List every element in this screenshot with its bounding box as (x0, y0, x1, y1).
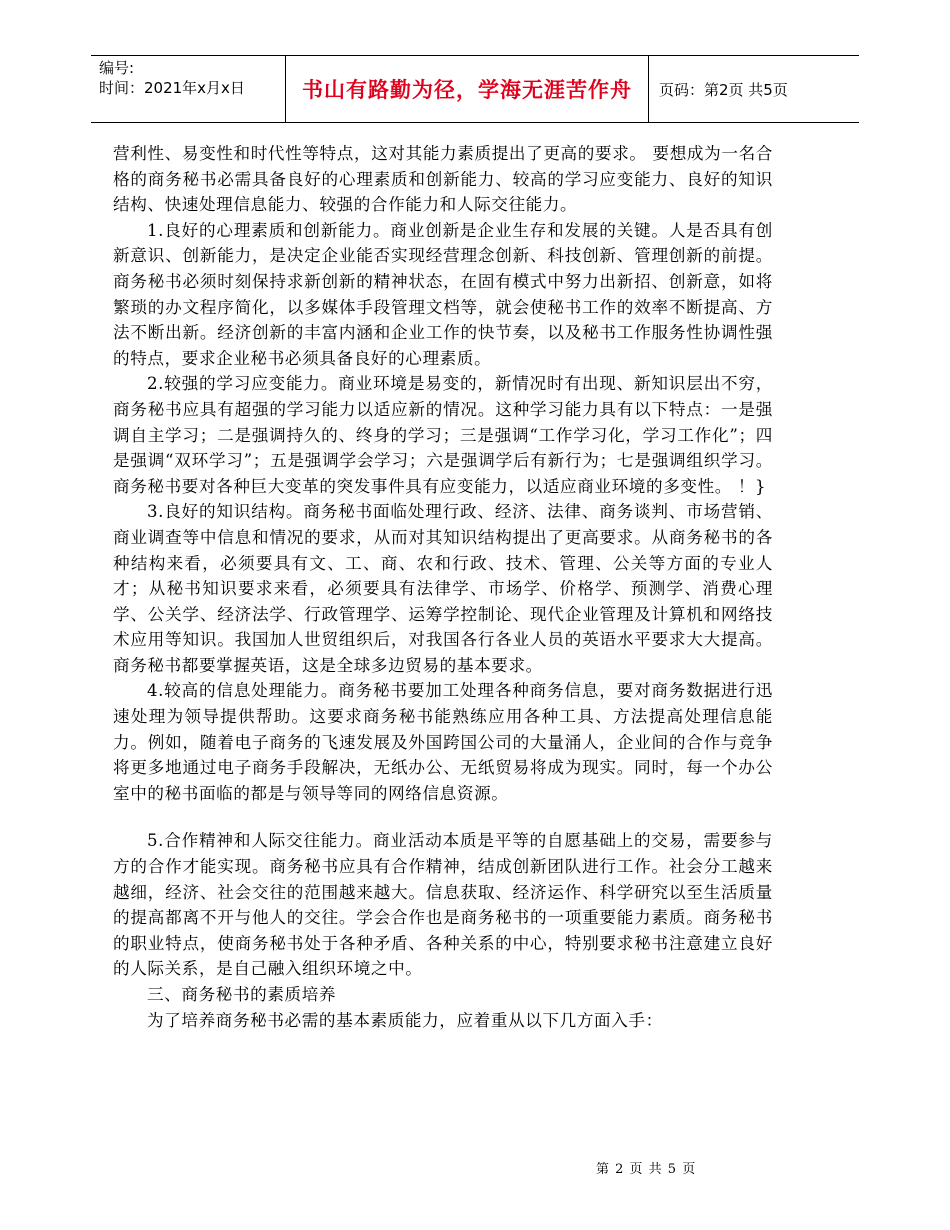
paragraph-knowledge: 3.良好的知识结构。商务秘书面临处理行政、经济、法律、商务谈判、市场营销、商业调查等中信息和情况的要求，从而对其知识结构提出了更高要求。从商务秘书的各种结构来看，必须要具有文、工、商、农和行政、技术、管理、公关等方面的专业人才；从秘书知识要求来看，必须要具有法律学、市场学、价格学、预测学、消费心理学、公关学、经济法学、行政管理学、运筹学控制论、现代企业管理及计算机和网络技术应用等知识。我国加人世贸组织后，对我国各行各业人员的英语水平要求大大提高。商务秘书都要掌握英语，这是全球多边贸易的基本要求。 (113, 502, 773, 675)
page-footer (596, 1158, 696, 1177)
number-label: 编号: (99, 59, 135, 77)
footer-page-number: 第 2 页 共 5 页 (596, 1162, 697, 1177)
paragraph-training: 为了培养商务秘书必需的基本素质能力，应着重从以下几方面入手： (147, 1010, 663, 1030)
page-info-text: 页码：第2页 共5页 (659, 80, 788, 99)
paragraph-learning: 2.较强的学习应变能力。商业环境是易变的，新情况时有出现、新知识层出不穷，商务秘书应具有超强的学习能力以适应新的情况。这种学习能力具有以下特点：一是强调自主学习；二是强调持久的、终身的学习；三是强调“工作学习化，学习工作化”；四是强调“双环学习”；五是强调学会学习；六是强调学后有新行为；七是强调组织学习。商务秘书要对各种巨大变革的突发事件具有应变能力，以适应商业环境的多变性。 ！} (113, 374, 773, 496)
time-label: 时间：2021年x月x日 (99, 79, 245, 97)
paragraph-psychology: 1.良好的心理素质和创新能力。商业创新是企业生存和发展的关键。人是否具有创新意识、创新能力，是决定企业能否实现经营理念创新、科技创新、管理创新的前提。商务秘书必须时刻保持求新创新的精神状态，在固有模式中努力出新招、创新意，如将繁琐的办文程序简化，以多媒体手段管理文档等，就会使秘书工作的效率不断提高、方法不断出新。经济创新的丰富内涵和企业工作的快节奏，以及秘书工作服务性协调性强的特点，要求企业秘书必须具备良好的心理素质。 (113, 220, 773, 368)
section-heading: 三、商务秘书的素质培养 (147, 985, 337, 1004)
page-header (91, 55, 859, 123)
paragraph-information: 4.较高的信息处理能力。商务秘书要加工处理各种商务信息，要对商务数据进行迅速处理为领导提供帮助。这要求商务秘书能熟练应用各种工具、方法提高处理信息能力。例如，随着电子商务的飞速发展及外国跨国公司的大量涌人，企业间的合作与竞争将更多地通过电子商务手段解决，无纸办公、无纸贸易将成为现实。同时，每一个办公室中的秘书面临的都是与领导等同的网络信息资源。 (113, 681, 773, 803)
paragraph-intro: 营利性、易变性和时代性等特点，这对其能力素质提出了更高的要求。 要想成为一名合格的商务秘书必需具备良好的心理素质和创新能力、较高的学习应变能力、良好的知识结构、快速处理信息能力、较强的合作能力和人际交往能力。 (113, 144, 773, 215)
header-motto (285, 56, 649, 122)
header-meta (91, 56, 285, 122)
paragraph-cooperation: 5.合作精神和人际交往能力。商业活动本质是平等的自愿基础上的交易，需要参与方的合作才能实现。商务秘书应具有合作精神，结成创新团队进行工作。社会分工越来越细，经济、社会交往的范围越来越大。信息获取、经济运作、科学研究以至生活质量的提高都离不开与他人的交往。学会合作也是商务秘书的一项重要能力素质。商务秘书的职业特点，使商务秘书处于各种矛盾、各种关系的中心，特别要求秘书注意建立良好的人际关系，是自己融入组织环境之中。 (113, 831, 773, 979)
document-body (113, 141, 773, 1033)
header-page-info (649, 56, 859, 122)
motto-text: 书山有路勤为径，学海无涯苦作舟 (302, 78, 632, 102)
